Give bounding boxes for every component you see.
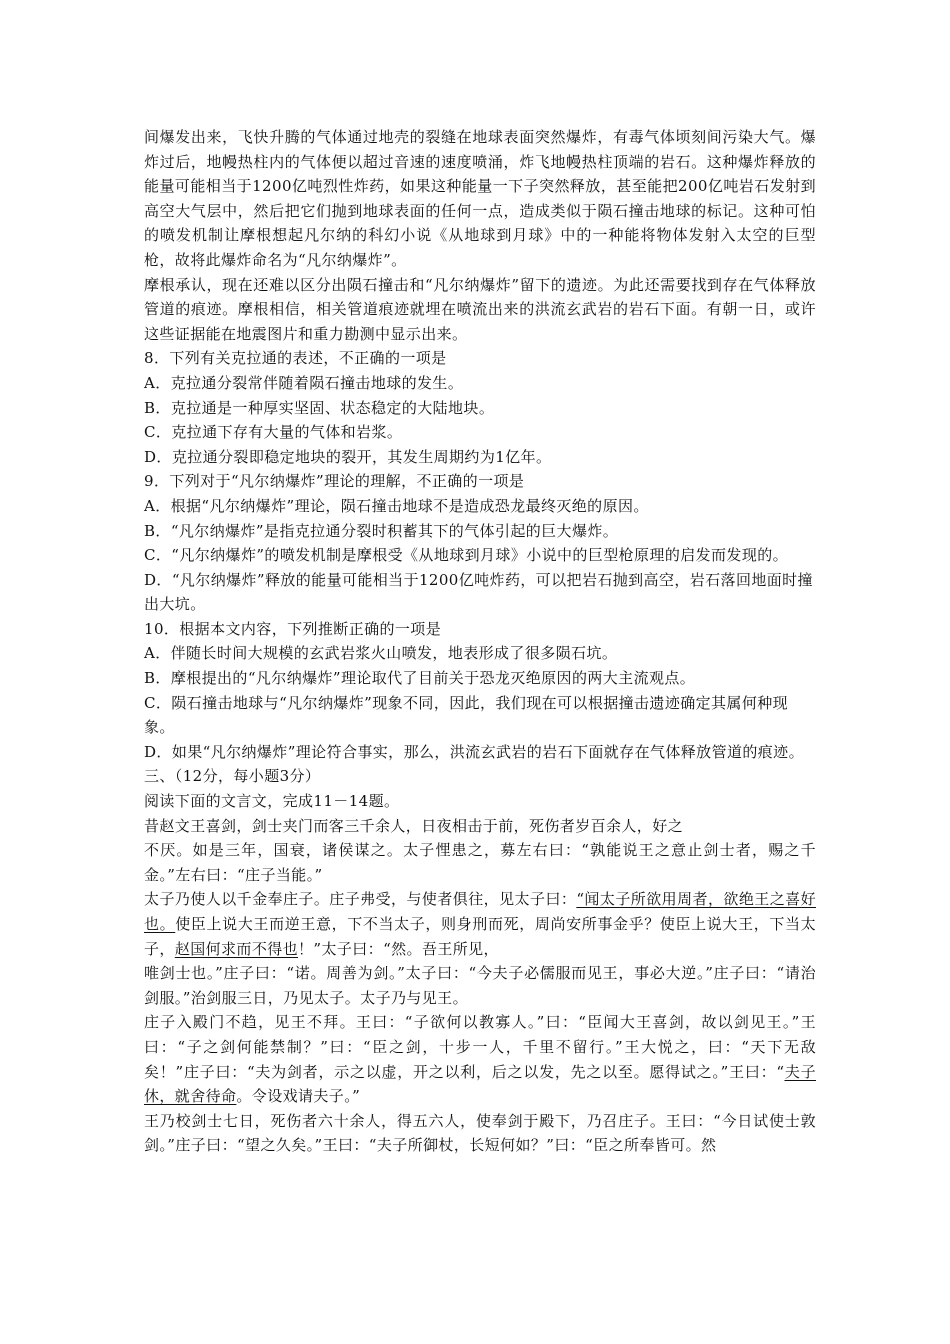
exam-page	[144, 125, 816, 1158]
option-a: A．伴随长时间大规模的玄武岩浆火山喷发，地表形成了很多陨石坑。	[144, 644, 618, 663]
option-b: B．“凡尔纳爆炸”是指克拉通分裂时积蓄其下的气体引起的巨大爆炸。	[144, 521, 619, 540]
option-a: A．克拉通分裂常伴随着陨石撞击地球的发生。	[144, 373, 464, 392]
text-segment: ！”太子曰：“然。吾王所见，	[298, 939, 499, 958]
question-stem: 8．下列有关克拉通的表述，不正确的一项是	[144, 349, 447, 368]
option-b: B．摩根提出的“凡尔纳爆炸”理论取代了目前关于恐龙灭绝原因的两大主流观点。	[144, 669, 696, 688]
option-c: C．陨石撞击地球与“凡尔纳爆炸”现象不同，因此，我们现在可以根据撞击遗迹确定其属何种现象。	[144, 693, 789, 737]
option-b: B．克拉通是一种厚实坚固、状态稳定的大陆地块。	[144, 398, 495, 417]
section-instruction: 阅读下面的文言文，完成11－14题。	[144, 792, 400, 811]
underlined-sentence-2: 赵国何求而不得也	[174, 939, 299, 958]
classical-text-paragraph-3: 唯剑士也。”庄子曰：“诺。周善为剑。”太子曰：“今夫子必儒服而见王，事必大逆。”庄子曰：“请治剑服。”治剑服三日，乃见太子。太子乃与见王。	[144, 964, 816, 1007]
question-stem: 10．根据本文内容，下列推断正确的一项是	[144, 619, 442, 638]
option-c: C．克拉通下存有大量的气体和岩浆。	[144, 423, 403, 442]
passage-paragraph-1: 间爆发出来，飞快升腾的气体通过地壳的裂缝在地球表面突然爆炸，有毒气体顷刻间污染大气。爆炸过后，地幔热柱内的气体便以超过音速的速度喷涌，炸飞地幔热柱顶端的岩石。这种爆炸释放的能量可能相当于1200亿吨烈性炸药，如果这种能量一下子突然释放，甚至能把200亿吨岩石发射到高空大气层中，然后把它们抛到地球表面的任何一点，造成类似于陨石撞击地球的标记。这种可怕的喷发机制让摩根想起凡尔纳的科幻小说《从地球到月球》中的一种能将物体发射入太空的巨型枪，故将此爆炸命名为“凡尔纳爆炸”。	[144, 128, 816, 269]
text-segment: 太子乃使人以千金奉庄子。庄子弗受，与使者俱往，见太子曰：	[144, 890, 577, 909]
option-d: D．克拉通分裂即稳定地块的裂开，其发生周期约为1亿年。	[144, 447, 552, 466]
passage-paragraph-2: 摩根承认，现在还难以区分出陨石撞击和“凡尔纳爆炸”留下的遗迹。为此还需要找到存在气体释放管道的痕迹。摩根相信，相关管道痕迹就埋在喷流出来的洪流玄武岩的岩石下面。有朝一日，或许这些证据能在地震图片和重力勘测中显示出来。	[144, 275, 816, 343]
text-segment: 。令设戏请夫子。”	[236, 1087, 361, 1106]
classical-text-paragraph-1: 不厌。如是三年，国衰，诸侯谋之。太子悝患之，募左右曰：“孰能说王之意止剑士者，赐之千金。”左右曰：“庄子当能。”	[144, 841, 816, 884]
underlined-sentence-3: 夫子休，就舍待命	[144, 1062, 816, 1106]
question-8	[144, 346, 816, 469]
text-segment: 使臣上说大王而逆王意，下不当太子，则身刑而死，周尚安所事金乎？使臣上说大王，下当太子，	[144, 915, 817, 958]
option-d: D．“凡尔纳爆炸”释放的能量可能相当于1200亿吨炸药，可以把岩石抛到高空，岩石落回地面时撞出大坑。	[144, 570, 813, 614]
classical-text-paragraph-2	[144, 887, 816, 961]
question-9	[144, 469, 816, 617]
section-heading: 三、（12分，每小题3分）	[144, 767, 321, 786]
classical-text-paragraph-5: 王乃校剑士七日，死伤者六十余人，得五六人，使奉剑于殿下，乃召庄子。王曰：“今日试使士敦剑。”庄子曰：“望之久矣。”王曰：“夫子所御杖，长短何如？”曰：“臣之所奉皆可。然	[144, 1111, 816, 1155]
text-segment: 庄子入殿门不趋，见王不拜。王曰：“子欲何以教寡人。”曰：“臣闻大王喜剑，故以剑见王。”王曰：“子之剑何能禁制？”曰：“臣之剑，十步一人，千里不留行。”王大悦之，曰：“天下无敌矣！”庄子曰：“夫为剑者，示之以虚，开之以利，后之以发，先之以至。愿得试之。”王曰：“	[144, 1013, 816, 1081]
classical-text-paragraph-4	[144, 1010, 816, 1108]
question-stem: 9．下列对于“凡尔纳爆炸”理论的理解，不正确的一项是	[144, 472, 525, 491]
underlined-sentence-1: “闻太子所欲用周者，欲绝王之喜好也。	[144, 890, 816, 933]
option-a: A．根据“凡尔纳爆炸”理论，陨石撞击地球不是造成恐龙最终灭绝的原因。	[144, 496, 649, 515]
classical-text-line-1: 昔赵文王喜剑，剑士夹门而客三千余人，日夜相击于前，死伤者岁百余人，好之	[144, 816, 684, 835]
option-c: C．“凡尔纳爆炸”的喷发机制是摩根受《从地球到月球》小说中的巨型枪原理的启发而发现的。	[144, 546, 789, 565]
question-10	[144, 617, 816, 765]
option-d: D．如果“凡尔纳爆炸”理论符合事实，那么，洪流玄武岩的岩石下面就存在气体释放管道的痕迹。	[144, 742, 804, 761]
